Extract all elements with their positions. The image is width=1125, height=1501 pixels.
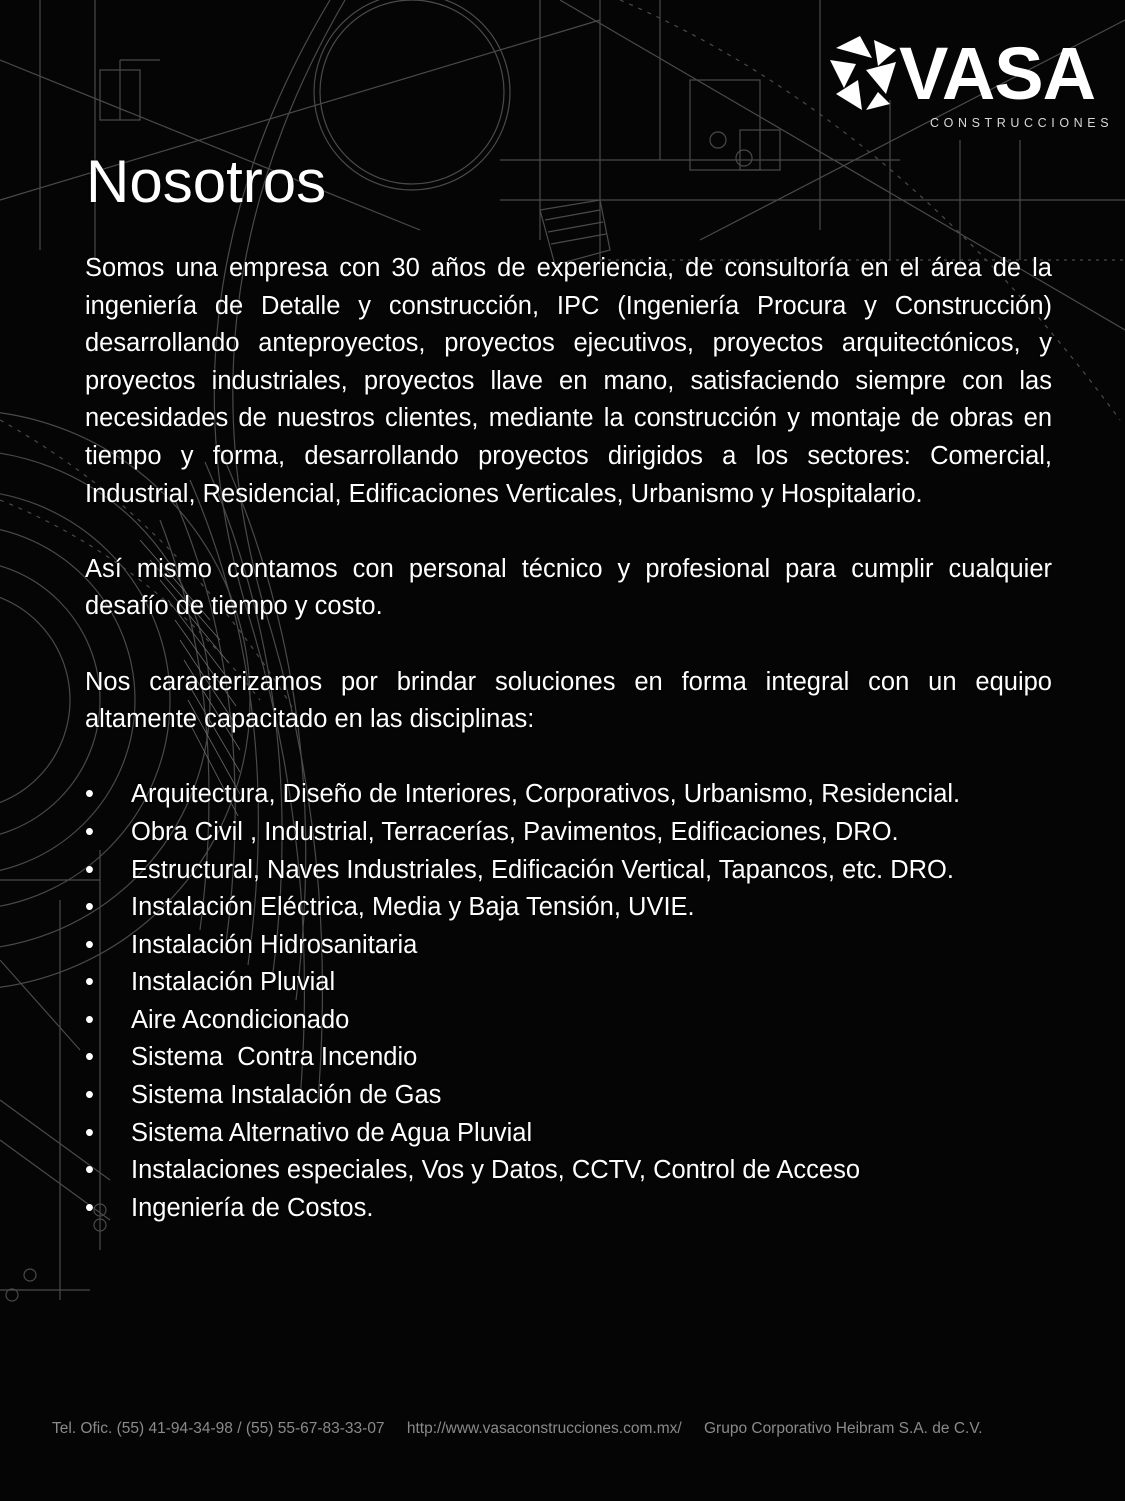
list-item: • Ingeniería de Costos. [85,1190,1052,1228]
bullet-icon: • [85,930,94,959]
list-item: • Sistema Instalación de Gas [85,1077,1052,1115]
bullet-icon: • [85,968,94,997]
footer [52,1420,1112,1438]
brand-tagline: CONSTRUCCIONES [930,116,1114,130]
list-item: • Sistema Contra Incendio [85,1039,1052,1077]
bullet-icon: • [85,1005,94,1034]
bullet-icon: • [85,780,94,809]
bullet-icon: • [85,1156,94,1185]
list-item: • Instalaciones especiales, Vos y Datos, CCTV, Control de Acceso [85,1152,1052,1190]
list-item: • Aire Acondicionado [85,1002,1052,1040]
list-item: • Sistema Alternativo de Agua Pluvial [85,1115,1052,1153]
list-item: • Instalación Hidrosanitaria [85,927,1052,965]
bullet-icon: • [85,855,94,884]
bullet-icon: • [85,1118,94,1147]
page-title: Nosotros [86,148,327,215]
footer-website-link[interactable]: http://www.vasaconstrucciones.com.mx/ [406,1420,682,1437]
footer-phone: Tel. Ofic. (55) 41-94-34-98 / (55) 55-67-83-33-07 [52,1420,385,1437]
list-item: • Arquitectura, Diseño de Interiores, Corporativos, Urbanismo, Residencial. [85,776,1052,814]
intro-paragraph: Somos una empresa con 30 años de experiencia, de consultoría en el área de la ingeniería de Detalle y construcción, IPC (Ingeniería Procura y Construcción) desarrollando anteproyectos, proyectos ejecutivos, proyectos arquitectónicos, y proyectos industriales, proyectos llave en mano, satisfaciendo siempre con las necesidades de nuestros clientes, mediante la construcción y montaje de obras en tiempo y forma, desarrollando proyectos dirigidos a los sectores: Comercial, Industrial, Residencial, Edificaciones Verticales, Urbanismo y Hospitalario. [85,254,1052,508]
list-item: • Instalación Eléctrica, Media y Baja Tensión, UVIE. [85,889,1052,927]
list-item: • Instalación Pluvial [85,964,1052,1002]
disciplines-list [85,776,1052,1227]
bullet-icon: • [85,893,94,922]
disciplines-intro-paragraph: Nos caracterizamos por brindar soluciones en forma integral con un equipo altamente capacitado en las disciplinas: [85,667,1052,734]
bullet-icon: • [85,1193,94,1222]
about-content [85,250,1052,1227]
faceted-v-logo-icon [826,36,898,112]
brand-name: VASA [899,32,1096,115]
bullet-icon: • [85,817,94,846]
staff-paragraph: Así mismo contamos con personal técnico y profesional para cumplir cualquier desafío de tiempo y costo. [85,554,1052,621]
bullet-icon: • [85,1081,94,1110]
footer-company: Grupo Corporativo Heibram S.A. de C.V. [703,1420,983,1437]
list-item: • Estructural, Naves Industriales, Edificación Vertical, Tapancos, etc. DRO. [85,852,1052,890]
vasa-logo [826,32,1116,136]
bullet-icon: • [85,1043,94,1072]
list-item: • Obra Civil , Industrial, Terracerías, Pavimentos, Edificaciones, DRO. [85,814,1052,852]
